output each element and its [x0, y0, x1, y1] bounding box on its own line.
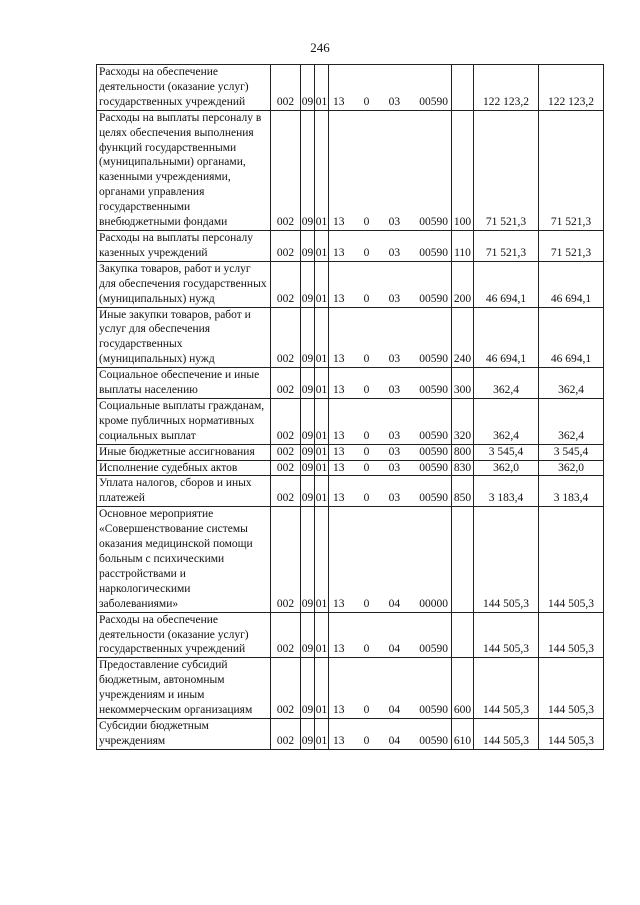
- target-article-part: 03: [388, 95, 401, 108]
- target-article-part: 0: [363, 492, 370, 505]
- target-article-part: 13: [333, 597, 345, 610]
- section-code: 09: [301, 307, 315, 368]
- target-article-part: 13: [333, 384, 345, 397]
- budget-table: [96, 64, 604, 750]
- target-article-part: 00590: [419, 492, 448, 505]
- amount-first: 46 694,1: [474, 261, 539, 307]
- target-article-code: [329, 718, 452, 749]
- target-article-part: 03: [388, 216, 401, 229]
- table-row: [97, 398, 604, 444]
- table-row: [97, 110, 604, 230]
- table-row: [97, 476, 604, 507]
- subsection-code: 01: [315, 65, 329, 111]
- expense-type-code: [452, 65, 474, 111]
- target-article-part: 0: [363, 216, 370, 229]
- target-article-part: 0: [363, 643, 370, 656]
- target-article-part: 03: [388, 246, 401, 259]
- amount-first: 3 183,4: [474, 476, 539, 507]
- target-article-part: 13: [333, 492, 345, 505]
- target-article-part: 04: [388, 597, 401, 610]
- target-article-code: [329, 507, 452, 612]
- amount-first: 362,4: [474, 398, 539, 444]
- table-row: [97, 658, 604, 719]
- target-article-code: [329, 110, 452, 230]
- target-article-part: 00590: [419, 643, 448, 656]
- target-article-part: 13: [333, 353, 345, 366]
- subsection-code: 01: [315, 507, 329, 612]
- amount-second: 362,4: [539, 368, 604, 399]
- table-row: [97, 507, 604, 612]
- amount-second: 46 694,1: [539, 307, 604, 368]
- amount-first: 144 505,3: [474, 612, 539, 658]
- ministry-code: 002: [271, 110, 301, 230]
- subsection-code: 01: [315, 368, 329, 399]
- target-article-code: [329, 230, 452, 261]
- expense-type-code: 300: [452, 368, 474, 399]
- target-article-code: [329, 307, 452, 368]
- target-article-part: 00590: [419, 95, 448, 108]
- target-article-part: 03: [388, 492, 401, 505]
- subsection-code: 01: [315, 476, 329, 507]
- section-code: 09: [301, 444, 315, 460]
- target-article-code: [329, 476, 452, 507]
- target-article-part: 00590: [419, 461, 448, 474]
- amount-second: 362,0: [539, 460, 604, 476]
- amount-first: 122 123,2: [474, 65, 539, 111]
- expense-name: Расходы на выплаты персоналу в целях обеспечения выполнения функций государственными (муниципальными) органами, казенными учреждениями, органами управления государственными внебюджетными фондами: [97, 110, 271, 230]
- target-article-part: 00590: [419, 246, 448, 259]
- ministry-code: 002: [271, 368, 301, 399]
- target-article-part: 00590: [419, 429, 448, 442]
- target-article-code: [329, 368, 452, 399]
- amount-first: 3 545,4: [474, 444, 539, 460]
- subsection-code: 01: [315, 261, 329, 307]
- amount-second: 144 505,3: [539, 718, 604, 749]
- amount-second: 144 505,3: [539, 507, 604, 612]
- amount-second: 71 521,3: [539, 110, 604, 230]
- ministry-code: 002: [271, 718, 301, 749]
- target-article-code: [329, 261, 452, 307]
- target-article-part: 0: [363, 429, 370, 442]
- ministry-code: 002: [271, 658, 301, 719]
- amount-first: 144 505,3: [474, 658, 539, 719]
- subsection-code: 01: [315, 110, 329, 230]
- target-article-part: 03: [388, 429, 401, 442]
- ministry-code: 002: [271, 398, 301, 444]
- target-article-part: 03: [388, 461, 401, 474]
- expense-type-code: 110: [452, 230, 474, 261]
- table-row: [97, 612, 604, 658]
- section-code: 09: [301, 230, 315, 261]
- target-article-part: 0: [363, 734, 370, 747]
- target-article-part: 13: [333, 216, 345, 229]
- expense-type-code: [452, 507, 474, 612]
- ministry-code: 002: [271, 444, 301, 460]
- page-number: 246: [310, 40, 330, 55]
- target-article-part: 0: [363, 384, 370, 397]
- subsection-code: 01: [315, 718, 329, 749]
- subsection-code: 01: [315, 460, 329, 476]
- section-code: 09: [301, 718, 315, 749]
- expense-type-code: 100: [452, 110, 474, 230]
- subsection-code: 01: [315, 658, 329, 719]
- expense-type-code: 240: [452, 307, 474, 368]
- target-article-code: [329, 612, 452, 658]
- expense-name: Расходы на обеспечение деятельности (оказание услуг) государственных учреждений: [97, 612, 271, 658]
- target-article-part: 13: [333, 704, 345, 717]
- subsection-code: 01: [315, 612, 329, 658]
- amount-second: 362,4: [539, 398, 604, 444]
- target-article-part: 13: [333, 292, 345, 305]
- target-article-part: 00590: [419, 216, 448, 229]
- expense-name: Уплата налогов, сборов и иных платежей: [97, 476, 271, 507]
- subsection-code: 01: [315, 398, 329, 444]
- target-article-code: [329, 65, 452, 111]
- table-row: [97, 307, 604, 368]
- amount-second: 46 694,1: [539, 261, 604, 307]
- target-article-part: 13: [333, 643, 345, 656]
- target-article-part: 04: [388, 643, 401, 656]
- section-code: 09: [301, 460, 315, 476]
- target-article-part: 03: [388, 353, 401, 366]
- amount-second: 122 123,2: [539, 65, 604, 111]
- table-row: [97, 65, 604, 111]
- amount-first: 71 521,3: [474, 230, 539, 261]
- ministry-code: 002: [271, 307, 301, 368]
- target-article-part: 13: [333, 429, 345, 442]
- target-article-part: 0: [363, 246, 370, 259]
- table-row: [97, 230, 604, 261]
- target-article-part: 03: [388, 445, 401, 458]
- target-article-part: 00590: [419, 445, 448, 458]
- table-row: [97, 718, 604, 749]
- table-row: [97, 368, 604, 399]
- target-article-part: 13: [333, 95, 345, 108]
- target-article-code: [329, 460, 452, 476]
- amount-second: 71 521,3: [539, 230, 604, 261]
- table-row: [97, 444, 604, 460]
- amount-first: 362,4: [474, 368, 539, 399]
- target-article-part: 04: [388, 704, 401, 717]
- amount-second: 3 183,4: [539, 476, 604, 507]
- amount-first: 144 505,3: [474, 507, 539, 612]
- section-code: 09: [301, 398, 315, 444]
- section-code: 09: [301, 658, 315, 719]
- amount-second: 3 545,4: [539, 444, 604, 460]
- expense-name: Социальные выплаты гражданам, кроме публичных нормативных социальных выплат: [97, 398, 271, 444]
- amount-second: 144 505,3: [539, 612, 604, 658]
- expense-type-code: 320: [452, 398, 474, 444]
- target-article-part: 13: [333, 734, 345, 747]
- target-article-part: 00590: [419, 353, 448, 366]
- expense-name: Закупка товаров, работ и услуг для обеспечения государственных (муниципальных) нужд: [97, 261, 271, 307]
- section-code: 09: [301, 110, 315, 230]
- expense-name: Предоставление субсидий бюджетным, автономным учреждениям и иным некоммерческим организациям: [97, 658, 271, 719]
- target-article-part: 03: [388, 384, 401, 397]
- amount-second: 144 505,3: [539, 658, 604, 719]
- target-article-part: 00590: [419, 384, 448, 397]
- ministry-code: 002: [271, 261, 301, 307]
- amount-first: 144 505,3: [474, 718, 539, 749]
- expense-type-code: 800: [452, 444, 474, 460]
- target-article-code: [329, 398, 452, 444]
- target-article-part: 0: [363, 445, 370, 458]
- expense-name: Иные бюджетные ассигнования: [97, 444, 271, 460]
- section-code: 09: [301, 612, 315, 658]
- target-article-part: 13: [333, 445, 345, 458]
- expense-type-code: 830: [452, 460, 474, 476]
- table-row: [97, 261, 604, 307]
- ministry-code: 002: [271, 230, 301, 261]
- section-code: 09: [301, 368, 315, 399]
- expense-type-code: [452, 612, 474, 658]
- ministry-code: 002: [271, 507, 301, 612]
- expense-name: Расходы на выплаты персоналу казенных учреждений: [97, 230, 271, 261]
- expense-name: Основное мероприятие «Совершенствование системы оказания медицинской помощи больным с психическими расстройствами и наркологическими заболеваниями»: [97, 507, 271, 612]
- ministry-code: 002: [271, 65, 301, 111]
- amount-first: 362,0: [474, 460, 539, 476]
- section-code: 09: [301, 476, 315, 507]
- target-article-code: [329, 444, 452, 460]
- target-article-part: 00590: [419, 704, 448, 717]
- target-article-part: 13: [333, 246, 345, 259]
- subsection-code: 01: [315, 444, 329, 460]
- expense-type-code: 850: [452, 476, 474, 507]
- ministry-code: 002: [271, 476, 301, 507]
- section-code: 09: [301, 261, 315, 307]
- amount-first: 46 694,1: [474, 307, 539, 368]
- section-code: 09: [301, 507, 315, 612]
- subsection-code: 01: [315, 307, 329, 368]
- amount-first: 71 521,3: [474, 110, 539, 230]
- expense-name: Расходы на обеспечение деятельности (оказание услуг) государственных учреждений: [97, 65, 271, 111]
- target-article-part: 0: [363, 95, 370, 108]
- ministry-code: 002: [271, 612, 301, 658]
- target-article-part: 04: [388, 734, 401, 747]
- target-article-part: 0: [363, 461, 370, 474]
- expense-type-code: 610: [452, 718, 474, 749]
- expense-name: Исполнение судебных актов: [97, 460, 271, 476]
- target-article-part: 0: [363, 597, 370, 610]
- section-code: 09: [301, 65, 315, 111]
- target-article-part: 0: [363, 353, 370, 366]
- target-article-part: 00590: [419, 292, 448, 305]
- expense-type-code: 200: [452, 261, 474, 307]
- target-article-part: 0: [363, 292, 370, 305]
- target-article-part: 13: [333, 461, 345, 474]
- table-row: [97, 460, 604, 476]
- expense-name: Социальное обеспечение и иные выплаты населению: [97, 368, 271, 399]
- expense-name: Иные закупки товаров, работ и услуг для обеспечения государственных (муниципальных) нужд: [97, 307, 271, 368]
- target-article-part: 03: [388, 292, 401, 305]
- target-article-part: 00590: [419, 734, 448, 747]
- expense-type-code: 600: [452, 658, 474, 719]
- target-article-part: 0: [363, 704, 370, 717]
- target-article-part: 00000: [419, 597, 448, 610]
- expense-name: Субсидии бюджетным учреждениям: [97, 718, 271, 749]
- target-article-code: [329, 658, 452, 719]
- subsection-code: 01: [315, 230, 329, 261]
- ministry-code: 002: [271, 460, 301, 476]
